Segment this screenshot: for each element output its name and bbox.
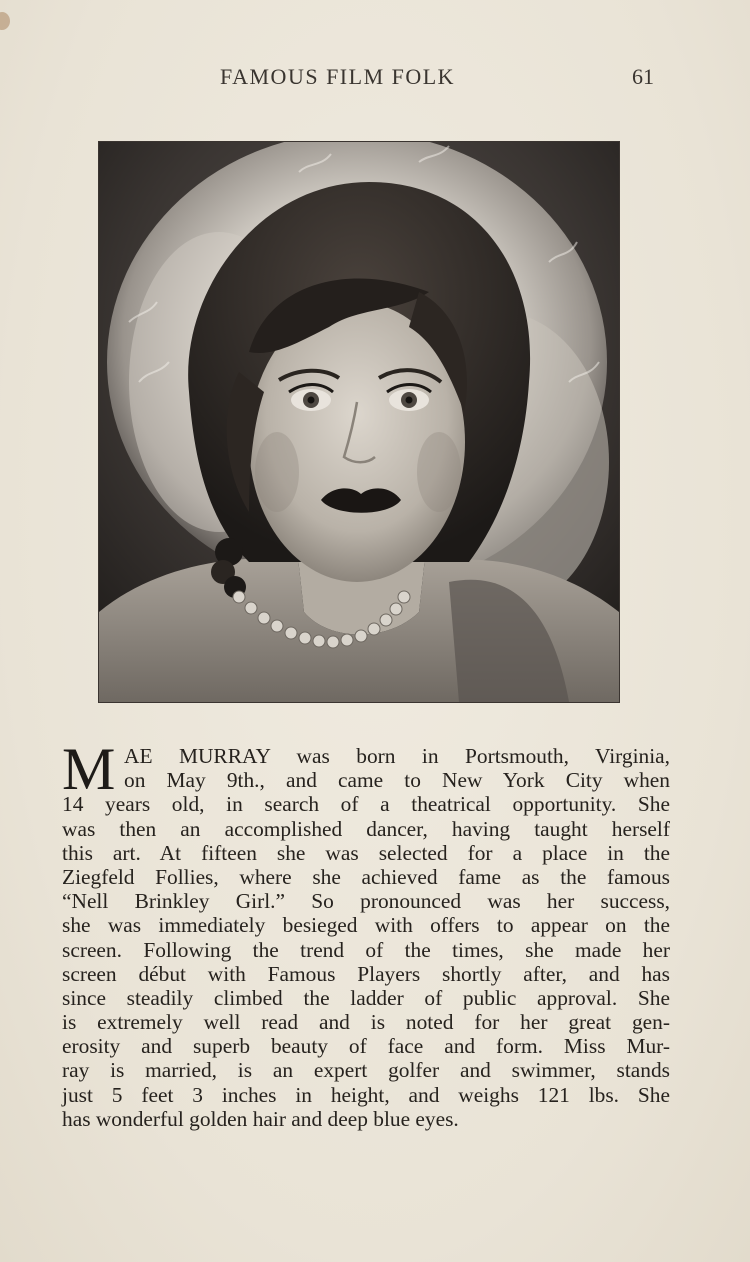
article-line: ray is married, is an expert golfer and swimmer, stands (62, 1058, 670, 1083)
article-line: erosity and superb beauty of face and form. Miss Mur- (62, 1034, 670, 1059)
article-line: 14 years old, in search of a theatrical opportunity. She (62, 792, 670, 817)
article-line: screen. Following the trend of the times, she made her (62, 937, 670, 962)
article-line: “Nell Brinkley Girl.” So pronounced was her success, (62, 889, 670, 914)
article-line: this art. At fifteen she was selected for a place in the (62, 840, 670, 865)
portrait-photo (99, 142, 619, 702)
article-line: Ziegfeld Follies, where she achieved fame as the famous (62, 864, 670, 889)
page-number: 61 (632, 64, 654, 89)
drop-cap: M (62, 736, 116, 802)
article-line: AE MURRAY was born in Portsmouth, Virginia, (124, 744, 670, 768)
article-line: just 5 feet 3 inches in height, and weighs 121 lbs. She (62, 1082, 670, 1107)
running-title: FAMOUS FILM FOLK (220, 64, 456, 89)
article-line: screen début with Famous Players shortly after, and has (62, 961, 670, 986)
running-header (0, 64, 750, 96)
article-line: is extremely well read and is noted for her great gen- (62, 1010, 670, 1035)
page-stain (0, 12, 10, 30)
portrait-illustration (99, 142, 619, 702)
article-line: she was immediately besieged with offers to appear on the (62, 913, 670, 938)
article-line: has wonderful golden hair and deep blue eyes. (62, 1106, 459, 1131)
article-line: on May 9th., and came to New York City when (124, 768, 670, 793)
article-line: since steadily climbed the ladder of public approval. She (62, 985, 670, 1010)
article-line: was then an accomplished dancer, having taught herself (62, 816, 670, 841)
article-body (62, 736, 670, 1131)
